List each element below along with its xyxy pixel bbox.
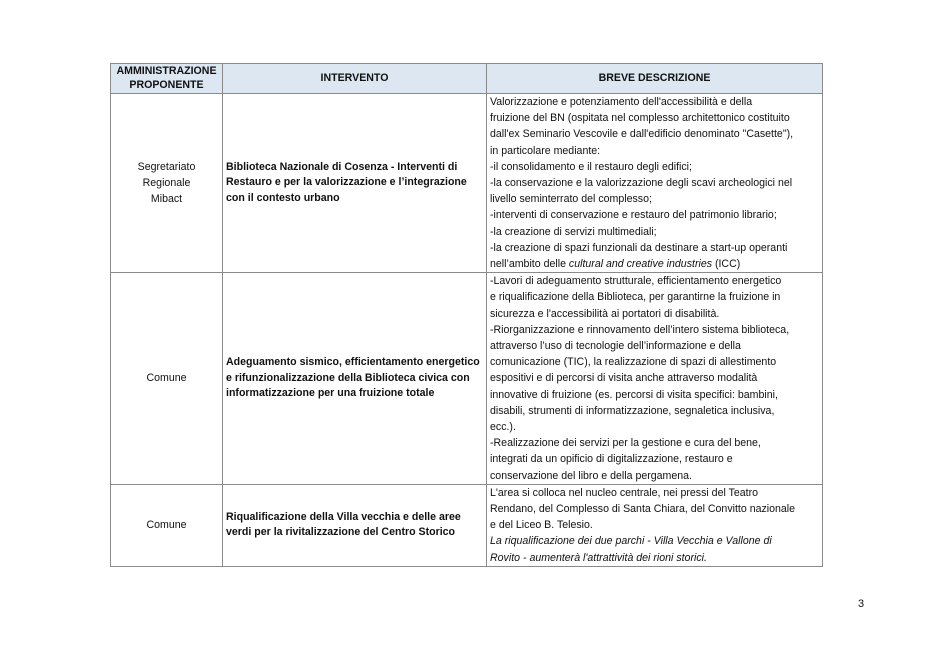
descrizione-cell: L'area si colloca nel nucleo centrale, nei pressi del Teatro Rendano, del Complesso di Santa Chiara, del Convitto nazionale e del Liceo B. Telesio. La riqualificazione dei due parchi - Villa Vecchia e Vallone di Rovito - aumenterà l'attrattività dei rioni storici. [487, 484, 823, 566]
intervento-cell: Riqualificazione della Villa vecchia e delle aree verdi per la rivitalizzazione del Centro Storico [223, 484, 487, 566]
admin-cell: Comune [111, 273, 223, 485]
intervento-cell: Adeguamento sismico, efficientamento energetico e rifunzionalizzazione della Biblioteca civica con informatizzazione per una fruizione totale [223, 273, 487, 485]
header-descrizione: BREVE DESCRIZIONE [487, 64, 823, 94]
page-number: 3 [858, 598, 865, 610]
descrizione-cell: -Lavori di adeguamento strutturale, efficientamento energetico e riqualificazione della Biblioteca, per garantirne la fruizione in sicurezza e l'accessibilità ai portatori di disabilità. -Riorganizzazione e rinnovamento dell’intero sistema biblioteca, attraverso l’uso di tecnologie dell’informazione e della comunicazione (TIC), la realizzazione di spazi di allestimento espositivi e di percorsi di visita anche attraverso modalità innovative di fruizione (es. percorsi di visita specifici: bambini, disabili, strumenti di informatizzazione, segnaletica inclusiva, ecc.). -Realizzazione dei servizi per la gestione e cura del bene, integrati da un opificio di digitalizzazione, restauro e conservazione del libro e della pergamena. [487, 273, 823, 485]
admin-cell: Segretariato Regionale Mibact [111, 94, 223, 273]
descrizione-cell: Valorizzazione e potenziamento dell'accessibilità e della fruizione del BN (ospitata nel complesso architettonico costituito dall'ex Seminario Vescovile e dall'edificio denominato "Casette"), in particolare mediante: -il consolidamento e il restauro degli edifici; -la conservazione e la valorizzazione degli scavi archeologici nel livello seminterrato del complesso; -interventi di conservazione e restauro del patrimonio librario; -la creazione di servizi multimediali; -la creazione di spazi funzionali da destinare a start-up operanti nell’ambito delle cultural and creative industries (ICC) [487, 94, 823, 273]
intervento-cell: Biblioteca Nazionale di Cosenza - Interventi di Restauro e per la valorizzazione e l’integrazione con il contesto urbano [223, 94, 487, 273]
table-row [111, 94, 823, 273]
admin-cell: Comune [111, 484, 223, 566]
header-amministrazione: AMMINISTRAZIONE PROPONENTE [111, 64, 223, 94]
table-row [111, 484, 823, 566]
table-header-row [111, 64, 823, 94]
header-intervento: INTERVENTO [223, 64, 487, 94]
interventions-table [110, 63, 823, 567]
table-row [111, 273, 823, 485]
descrizione-last-line: nell’ambito delle cultural and creative industries (ICC) [490, 258, 741, 271]
